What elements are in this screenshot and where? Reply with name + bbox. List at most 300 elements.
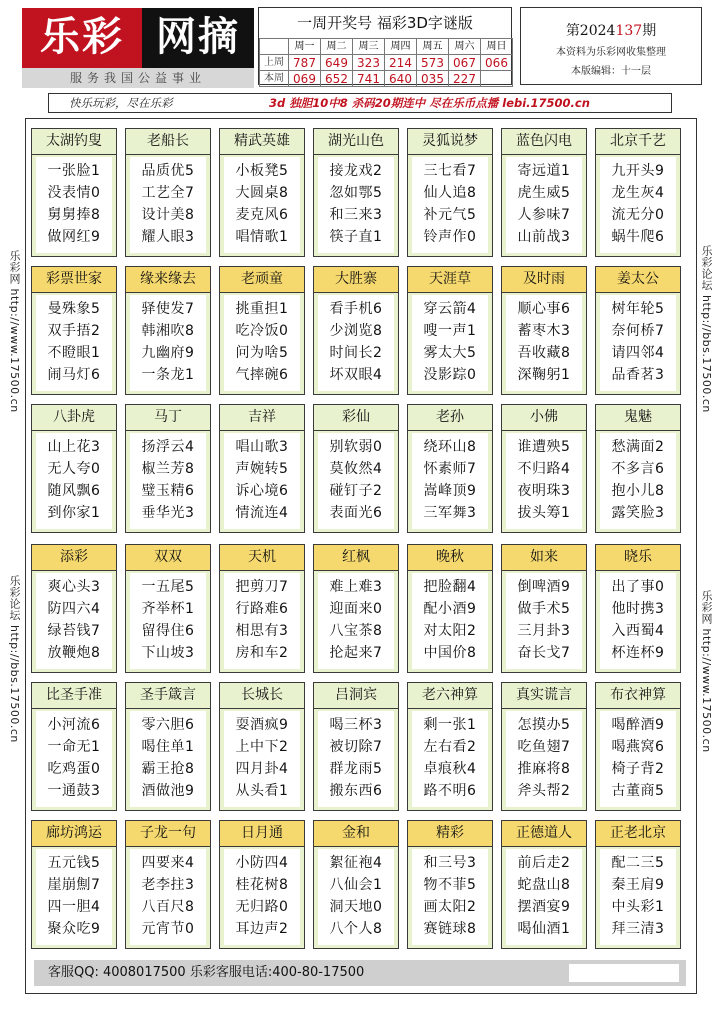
riddle-line: 补元气5	[423, 207, 477, 223]
riddle-line: 怎摸办5	[517, 717, 571, 733]
puzzle-card	[595, 544, 681, 673]
riddle-line: 时间长2	[329, 345, 383, 361]
riddle-line: 扬浮云4	[141, 439, 195, 455]
puzzle-card	[313, 820, 399, 949]
riddle-line: 桂花树8	[235, 877, 289, 893]
draw-number: 323	[353, 55, 385, 71]
riddle-line: 摆酒宴9	[517, 899, 571, 915]
riddle-line: 喝住单1	[141, 739, 195, 755]
riddle-line: 树年轮5	[611, 301, 665, 317]
riddle-line: 谁遭殃5	[517, 439, 571, 455]
riddle-line: 韩湘吹8	[141, 323, 195, 339]
riddle-line: 爽心头3	[47, 579, 101, 595]
issue-panel	[520, 7, 702, 85]
riddle-line: 铃声作0	[423, 229, 477, 245]
riddle-line: 山前战3	[517, 229, 571, 245]
card-author: 圣手箴言	[126, 683, 210, 709]
riddle-line: 放鞭炮8	[47, 645, 101, 661]
riddle-line: 请四邻4	[611, 345, 665, 361]
riddle-line: 洞天地0	[329, 899, 383, 915]
riddle-line: 九幽府9	[141, 345, 195, 361]
puzzle-card	[501, 404, 587, 533]
card-body	[506, 433, 582, 529]
riddle-line: 表面光6	[329, 505, 383, 521]
issue-note: 本资料为乐彩网收集整理	[556, 47, 666, 58]
card-author: 彩票世家	[32, 267, 116, 293]
puzzle-card	[501, 544, 587, 673]
puzzle-card	[501, 128, 587, 257]
riddle-line: 路不明6	[423, 783, 477, 799]
riddle-line: 八个人8	[329, 921, 383, 937]
puzzle-card	[219, 820, 305, 949]
riddle-line: 无归路0	[235, 899, 289, 915]
draw-this-week-row	[260, 71, 513, 87]
card-author: 鬼魅	[596, 405, 680, 431]
card-author: 精武英雄	[220, 129, 304, 155]
riddle-line: 问为啥5	[235, 345, 289, 361]
riddle-line: 随风飘6	[47, 483, 101, 499]
riddle-line: 群龙雨5	[329, 761, 383, 777]
card-body	[130, 573, 206, 669]
riddle-line: 出了事0	[611, 579, 665, 595]
riddle-line: 麦克风6	[235, 207, 289, 223]
draw-number: 069	[289, 71, 321, 87]
riddle-line: 三七看7	[423, 163, 477, 179]
riddle-line: 坏双眼4	[329, 367, 383, 383]
riddle-line: 嗖一声1	[423, 323, 477, 339]
riddle-line: 斧头帮2	[517, 783, 571, 799]
side-text-left-top: 乐彩网 http://www.17500.cn	[8, 250, 21, 413]
card-body	[224, 573, 300, 669]
riddle-line: 吃冷饭0	[235, 323, 289, 339]
card-author: 天涯草	[408, 267, 492, 293]
card-body	[224, 295, 300, 391]
riddle-line: 入西蜀4	[611, 623, 665, 639]
card-author: 比圣手准	[32, 683, 116, 709]
riddle-line: 唱情歌1	[235, 229, 289, 245]
riddle-line: 人参味7	[517, 207, 571, 223]
riddle-line: 防四六4	[47, 601, 101, 617]
riddle-line: 璧玉精6	[141, 483, 195, 499]
riddle-line: 蓄枣木3	[517, 323, 571, 339]
riddle-line: 秦王肩9	[611, 877, 665, 893]
riddle-line: 卓痕秋4	[423, 761, 477, 777]
card-body	[412, 295, 488, 391]
riddle-line: 接龙戏2	[329, 163, 383, 179]
card-author: 子龙一句	[126, 821, 210, 847]
riddle-line: 崖崩劁7	[47, 877, 101, 893]
riddle-line: 到你家1	[47, 505, 101, 521]
riddle-line: 中头彩1	[611, 899, 665, 915]
riddle-line: 嵩峰顶9	[423, 483, 477, 499]
riddle-line: 留得住6	[141, 623, 195, 639]
puzzle-card	[595, 820, 681, 949]
card-author: 大胜寨	[314, 267, 398, 293]
puzzle-card	[313, 544, 399, 673]
card-author: 蓝色闪电	[502, 129, 586, 155]
riddle-line: 绿苔钱7	[47, 623, 101, 639]
puzzle-card	[31, 682, 117, 811]
riddle-line: 雾太大5	[423, 345, 477, 361]
riddle-line: 和三号3	[423, 855, 477, 871]
issue-number: 137	[615, 23, 643, 39]
puzzle-card	[31, 404, 117, 533]
card-body	[506, 711, 582, 807]
riddle-line: 曼殊象5	[47, 301, 101, 317]
slogan: 服务我国公益事业	[22, 68, 254, 88]
riddle-line: 配二三5	[611, 855, 665, 871]
riddle-line: 露笑脸3	[611, 505, 665, 521]
puzzle-card	[313, 682, 399, 811]
puzzle-card	[501, 820, 587, 949]
draw-number: 214	[385, 55, 417, 71]
riddle-line: 一通鼓3	[47, 783, 101, 799]
draw-weekday-row	[260, 39, 513, 55]
footer-contact: 客服QQ: 4008017500 乐彩客服电话:400-80-17500	[48, 965, 365, 980]
riddle-line: 一条龙1	[141, 367, 195, 383]
riddle-line: 怀素师7	[423, 461, 477, 477]
draw-number: 066	[481, 55, 513, 71]
draw-table	[259, 38, 513, 87]
riddle-line: 小板凳5	[235, 163, 289, 179]
weekday: 周四	[385, 39, 417, 55]
footer-bar	[34, 960, 686, 986]
riddle-line: 虎生威5	[517, 185, 571, 201]
riddle-line: 喝三杯3	[329, 717, 383, 733]
puzzle-card	[31, 266, 117, 395]
riddle-line: 配小酒9	[423, 601, 477, 617]
puzzle-card	[595, 682, 681, 811]
riddle-line: 舅舅捧8	[47, 207, 101, 223]
card-author: 湖光山色	[314, 129, 398, 155]
weekly-draw-panel	[258, 7, 512, 85]
riddle-line: 行路难6	[235, 601, 289, 617]
riddle-line: 做手术5	[517, 601, 571, 617]
riddle-line: 耳边声2	[235, 921, 289, 937]
card-body	[600, 295, 676, 391]
card-author: 正老北京	[596, 821, 680, 847]
weekday: 周三	[353, 39, 385, 55]
riddle-line: 房和车2	[235, 645, 289, 661]
puzzle-card	[125, 682, 211, 811]
puzzle-card	[31, 544, 117, 673]
riddle-line: 把剪刀7	[235, 579, 289, 595]
riddle-line: 推麻将8	[517, 761, 571, 777]
riddle-line: 绕环山8	[423, 439, 477, 455]
riddle-line: 挑重担1	[235, 301, 289, 317]
card-author: 添彩	[32, 545, 116, 571]
riddle-line: 驿使发7	[141, 301, 195, 317]
riddle-line: 元宵节0	[141, 921, 195, 937]
riddle-line: 上中下2	[235, 739, 289, 755]
riddle-line: 莫攸然4	[329, 461, 383, 477]
riddle-line: 从头看1	[235, 783, 289, 799]
riddle-line: 流无分0	[611, 207, 665, 223]
riddle-line: 五元钱5	[47, 855, 101, 871]
riddle-line: 做网红9	[47, 229, 101, 245]
riddle-line: 吾收藏8	[517, 345, 571, 361]
riddle-line: 声婉转5	[235, 461, 289, 477]
riddle-line: 奈何桥7	[611, 323, 665, 339]
card-body	[224, 711, 300, 807]
card-author: 布衣神算	[596, 683, 680, 709]
info-promo[interactable]: 3d 独胆10中8 杀码20期连中 尽在乐币点播 lebi.17500.cn	[269, 96, 590, 110]
puzzle-card	[219, 266, 305, 395]
weekday: 周六	[449, 39, 481, 55]
riddle-line: 耀人眼3	[141, 229, 195, 245]
riddle-line: 抱小儿8	[611, 483, 665, 499]
riddle-line: 别软弱0	[329, 439, 383, 455]
card-body	[130, 433, 206, 529]
card-body	[506, 849, 582, 945]
card-body	[318, 573, 394, 669]
riddle-line: 相思有3	[235, 623, 289, 639]
puzzle-card	[407, 682, 493, 811]
card-author: 太湖钓叟	[32, 129, 116, 155]
riddle-line: 迎面来0	[329, 601, 383, 617]
card-body	[224, 433, 300, 529]
puzzle-card	[313, 404, 399, 533]
card-body	[318, 849, 394, 945]
weekday: 周二	[321, 39, 353, 55]
card-author: 彩仙	[314, 405, 398, 431]
riddle-line: 椅子背2	[611, 761, 665, 777]
card-body	[318, 711, 394, 807]
puzzle-card	[407, 544, 493, 673]
card-author: 小佛	[502, 405, 586, 431]
card-body	[600, 711, 676, 807]
riddle-line: 不多言6	[611, 461, 665, 477]
riddle-line: 八宝茶8	[329, 623, 383, 639]
puzzle-card	[125, 128, 211, 257]
riddle-line: 四一胆4	[47, 899, 101, 915]
riddle-line: 倒啤酒9	[517, 579, 571, 595]
riddle-line: 奋长戈7	[517, 645, 571, 661]
riddle-line: 夜明珠3	[517, 483, 571, 499]
riddle-line: 一命无1	[47, 739, 101, 755]
puzzle-card	[501, 682, 587, 811]
draw-number: 787	[289, 55, 321, 71]
riddle-line: 齐举杯1	[141, 601, 195, 617]
riddle-line: 大圆桌8	[235, 185, 289, 201]
riddle-line: 老李拄3	[141, 877, 195, 893]
riddle-line: 闹马灯6	[47, 367, 101, 383]
puzzle-card	[219, 544, 305, 673]
riddle-line: 穿云箭4	[423, 301, 477, 317]
riddle-line: 工艺全7	[141, 185, 195, 201]
puzzle-card	[219, 128, 305, 257]
card-body	[412, 157, 488, 253]
riddle-line: 酒做池9	[141, 783, 195, 799]
riddle-line: 抡起来7	[329, 645, 383, 661]
card-body	[130, 711, 206, 807]
card-body	[600, 433, 676, 529]
card-body	[36, 433, 112, 529]
card-body	[36, 573, 112, 669]
card-body	[600, 157, 676, 253]
riddle-line: 把脸翻4	[423, 579, 477, 595]
puzzle-card	[595, 128, 681, 257]
card-author: 金和	[314, 821, 398, 847]
card-body	[36, 849, 112, 945]
card-body	[318, 433, 394, 529]
side-text-right-bottom: 乐彩网 http://www.17500.cn	[700, 590, 713, 753]
riddle-line: 拔头筹1	[517, 505, 571, 521]
riddle-line: 吃鸡蛋0	[47, 761, 101, 777]
card-author: 老船长	[126, 129, 210, 155]
riddle-line: 物不菲5	[423, 877, 477, 893]
card-author: 老顽童	[220, 267, 304, 293]
card-body	[130, 849, 206, 945]
riddle-line: 中国价8	[423, 645, 477, 661]
riddle-line: 对太阳2	[423, 623, 477, 639]
puzzle-card	[219, 404, 305, 533]
draw-number: 067	[449, 55, 481, 71]
riddle-line: 少浏览8	[329, 323, 383, 339]
card-author: 吕洞宾	[314, 683, 398, 709]
card-author: 吉祥	[220, 405, 304, 431]
puzzle-card	[125, 266, 211, 395]
side-text-left-bottom: 乐彩论坛 http://bbs.17500.cn	[8, 575, 21, 743]
card-author: 晓乐	[596, 545, 680, 571]
editor-note: 本版编辑：十一层	[571, 66, 651, 77]
card-body	[600, 573, 676, 669]
puzzle-card	[31, 128, 117, 257]
riddle-line: 拜三清3	[611, 921, 665, 937]
riddle-line: 情流连4	[235, 505, 289, 521]
draw-number: 227	[449, 71, 481, 87]
card-body	[600, 849, 676, 945]
puzzle-card	[31, 820, 117, 949]
footer-blank-box	[569, 964, 679, 982]
riddle-line: 霸王抢8	[141, 761, 195, 777]
riddle-line: 碰钉子2	[329, 483, 383, 499]
riddle-line: 筷子直1	[329, 229, 383, 245]
logo-black-part: 网摘	[142, 8, 254, 68]
riddle-line: 四要来4	[141, 855, 195, 871]
card-author: 日月通	[220, 821, 304, 847]
card-body	[412, 573, 488, 669]
card-author: 姜太公	[596, 267, 680, 293]
issue-line	[521, 20, 701, 40]
row-label: 上周	[260, 55, 289, 71]
riddle-line: 气摔碗6	[235, 367, 289, 383]
riddle-line: 不归路4	[517, 461, 571, 477]
puzzle-card	[595, 404, 681, 533]
card-author: 缘来缘去	[126, 267, 210, 293]
card-body	[506, 573, 582, 669]
riddle-line: 前后走2	[517, 855, 571, 871]
card-author: 及时雨	[502, 267, 586, 293]
side-text-right-top: 乐彩论坛 http://bbs.17500.cn	[700, 245, 713, 413]
riddle-line: 被切除7	[329, 739, 383, 755]
draw-title: 一周开奖号 福彩3D字谜版	[297, 14, 473, 32]
puzzle-card	[125, 544, 211, 673]
riddle-line: 品香茗3	[611, 367, 665, 383]
draw-number: 573	[417, 55, 449, 71]
card-body	[412, 849, 488, 945]
riddle-line: 诉心境6	[235, 483, 289, 499]
riddle-line: 龙生灰4	[611, 185, 665, 201]
riddle-line: 看手机6	[329, 301, 383, 317]
riddle-line: 八仙会1	[329, 877, 383, 893]
riddle-line: 三军舞3	[423, 505, 477, 521]
card-author: 老六神算	[408, 683, 492, 709]
weekday: 周日	[481, 39, 513, 55]
riddle-line: 零六胆6	[141, 717, 195, 733]
card-body	[224, 157, 300, 253]
card-author: 双双	[126, 545, 210, 571]
riddle-line: 一张脸1	[47, 163, 101, 179]
draw-last-week-row	[260, 55, 513, 71]
riddle-line: 杯连杯9	[611, 645, 665, 661]
riddle-line: 剩一张1	[423, 717, 477, 733]
riddle-line: 品质优5	[141, 163, 195, 179]
card-body	[412, 711, 488, 807]
riddle-line: 喝燕窝6	[611, 739, 665, 755]
puzzle-card	[313, 266, 399, 395]
card-author: 马丁	[126, 405, 210, 431]
card-author: 晚秋	[408, 545, 492, 571]
puzzle-card	[125, 820, 211, 949]
riddle-line: 他时携3	[611, 601, 665, 617]
card-author: 长城长	[220, 683, 304, 709]
logo	[22, 8, 254, 68]
draw-number: 035	[417, 71, 449, 87]
card-author: 北京千艺	[596, 129, 680, 155]
riddle-line: 搬东西6	[329, 783, 383, 799]
riddle-line: 仙人追8	[423, 185, 477, 201]
draw-number: 649	[321, 55, 353, 71]
card-body	[412, 433, 488, 529]
riddle-line: 画太阳2	[423, 899, 477, 915]
card-body	[318, 295, 394, 391]
puzzle-card	[313, 128, 399, 257]
issue-suffix: 期	[642, 23, 657, 39]
card-body	[318, 157, 394, 253]
riddle-line: 顺心事6	[517, 301, 571, 317]
riddle-line: 左右看2	[423, 739, 477, 755]
riddle-line: 下山坡3	[141, 645, 195, 661]
card-author: 如来	[502, 545, 586, 571]
riddle-line: 喝仙酒1	[517, 921, 571, 937]
riddle-line: 没表情0	[47, 185, 101, 201]
riddle-line: 赛链球8	[423, 921, 477, 937]
puzzle-card	[501, 266, 587, 395]
card-body	[506, 157, 582, 253]
riddle-line: 三月卦3	[517, 623, 571, 639]
puzzle-card	[125, 404, 211, 533]
riddle-line: 深鞠躬1	[517, 367, 571, 383]
puzzle-card	[407, 266, 493, 395]
riddle-line: 一五尾5	[141, 579, 195, 595]
card-body	[224, 849, 300, 945]
riddle-line: 吃鱼翅7	[517, 739, 571, 755]
card-author: 真实谎言	[502, 683, 586, 709]
riddle-line: 难上难3	[329, 579, 383, 595]
card-body	[130, 295, 206, 391]
card-author: 天机	[220, 545, 304, 571]
riddle-line: 絮征袍4	[329, 855, 383, 871]
issue-prefix: 第2024	[565, 23, 616, 39]
riddle-line: 寄远道1	[517, 163, 571, 179]
card-body	[36, 711, 112, 807]
draw-number: 652	[321, 71, 353, 87]
riddle-line: 山上花3	[47, 439, 101, 455]
riddle-line: 无人夸0	[47, 461, 101, 477]
riddle-line: 小河流6	[47, 717, 101, 733]
card-body	[130, 157, 206, 253]
